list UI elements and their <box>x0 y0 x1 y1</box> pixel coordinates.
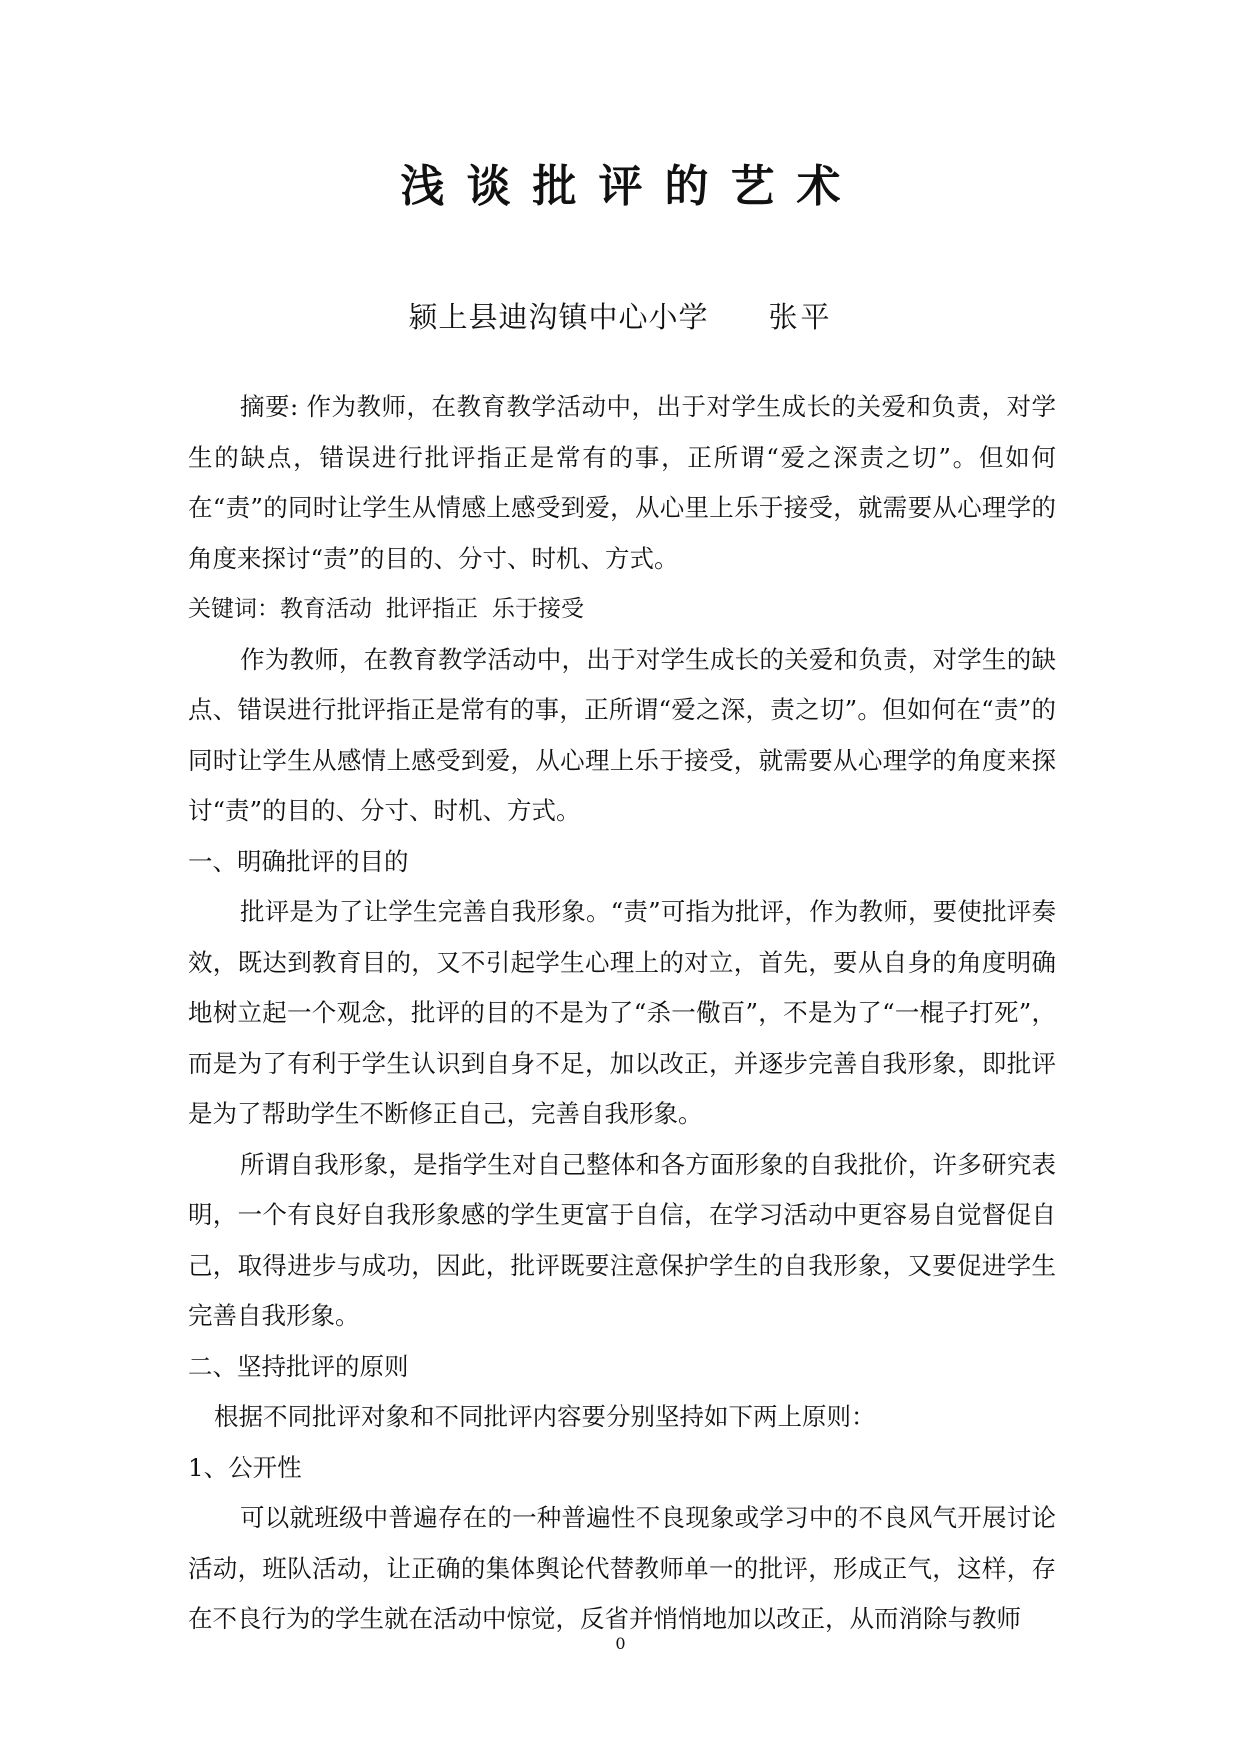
section-heading: 二、坚持批评的原则 <box>188 1351 409 1381</box>
author-name: 张平 <box>768 300 833 334</box>
document-body <box>188 382 1056 1645</box>
keyword: 教育活动 <box>280 596 372 622</box>
section-heading: 一、明确批评的目的 <box>188 846 409 876</box>
body-paragraph: 所谓自我形象，是指学生对自己整体和各方面形象的自我批价，许多研究表明，一个有良好自我形象感的学生更富于自信，在学习活动中更容易自觉督促自己，取得进步与成功，因此，批评既要注意保护学生的自我形象，又要促进学生完善自我形象。 <box>188 1149 1056 1330</box>
keyword: 批评指正 <box>386 596 478 622</box>
document-title: 浅谈批评的艺术 <box>400 161 863 212</box>
keywords-label: 关键词： <box>188 596 280 622</box>
page-number: 0 <box>615 1634 626 1653</box>
keyword: 乐于接受 <box>492 596 584 622</box>
author-school: 颍上县迪沟镇中心小学 <box>408 300 709 334</box>
subsection-heading: 1、公开性 <box>188 1452 302 1482</box>
body-paragraph: 可以就班级中普遍存在的一种普遍性不良现象或学习中的不良风气开展讨论活动，班队活动，让正确的集体舆论代替教师单一的批评，形成正气，这样，存在不良行为的学生就在活动中惊觉，反省并悄悄地加以改正，从而消除与教师 <box>188 1503 1056 1633</box>
intro-paragraph: 作为教师，在教育教学活动中，出于对学生成长的关爱和负责，对学生的缺点、错误进行批评指正是常有的事，正所谓“爱之深，责之切”。但如何在“责”的同时让学生从感情上感受到爱，从心理上乐于接受，就需要从心理学的角度来探讨“责”的目的、分寸、时机、方式。 <box>188 644 1056 825</box>
keywords-line <box>188 584 1056 635</box>
byline <box>0 295 1241 336</box>
body-paragraph: 根据不同批评对象和不同批评内容要分别坚持如下两上原则： <box>214 1402 876 1431</box>
abstract-paragraph: 摘要: 作为教师，在教育教学活动中，出于对学生成长的关爱和负责，对学生的缺点，错误进行批评指正是常有的事，正所谓“爱之深责之切”。但如何在“责”的同时让学生从情感上感受到爱，从心里上乐于接受，就需要从心理学的角度来探讨“责”的目的、分寸、时机、方式。 <box>188 392 1056 573</box>
body-paragraph: 批评是为了让学生完善自我形象。“责”可指为批评，作为教师，要使批评奏效，既达到教育目的，又不引起学生心理上的对立，首先，要从自身的角度明确地树立起一个观念，批评的目的不是为了“杀一儆百”，不是为了“一棍子打死”，而是为了有利于学生认识到自身不足，加以改正，并逐步完善自我形象，即批评是为了帮助学生不断修正自己，完善自我形象。 <box>188 897 1056 1128</box>
